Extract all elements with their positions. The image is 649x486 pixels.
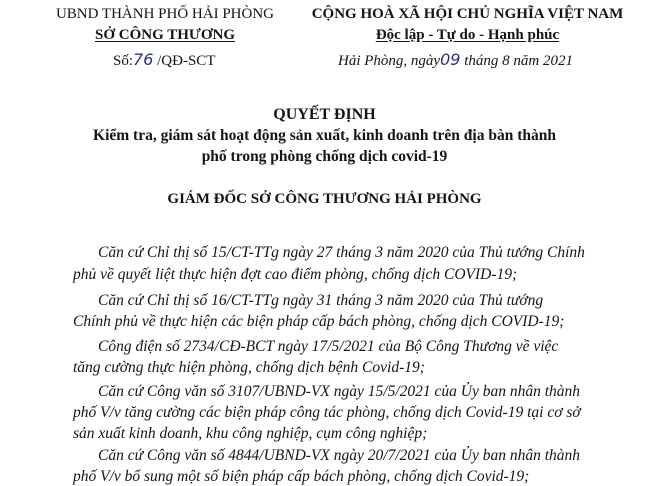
national-motto: Độc lập - Tự do - Hạnh phúc [375, 27, 560, 43]
subject-line-1: Kiểm tra, giám sát hoạt động sản xuất, kinh doanh trên địa bàn thành [93, 127, 556, 144]
document-number-suffix: /QĐ-SCT [157, 53, 216, 69]
paragraph-2-line-2: Chính phủ về thực hiện các biện pháp cấp bách phòng, chống dịch COVID-19; [73, 313, 565, 330]
paragraph-4-line-3: sản xuất kinh doanh, khu công nghiệp, cụm công nghiệp; [73, 425, 428, 442]
paragraph-4-line-1: Căn cứ Công văn số 3107/UBND-VX ngày 15/5/2021 của Ủy ban nhân thành [98, 383, 581, 400]
issue-date-prefix: Hải Phòng, ngày [338, 53, 441, 69]
department-name: SỞ CÔNG THƯƠNG [94, 27, 236, 43]
document-title: QUYẾT ĐỊNH [273, 106, 376, 123]
paragraph-5-line-2: phố V/v bổ sung một số biện pháp cấp bách phòng, chống dịch Covid-19; [73, 468, 530, 485]
paragraph-4-line-2: phố V/v tăng cường các biện pháp công tác phòng, chống dịch Covid-19 tại cơ sở [73, 404, 581, 421]
national-title: CỘNG HOÀ XÃ HỘI CHỦ NGHĨA VIỆT NAM [311, 6, 624, 22]
handwritten-day: 09 [440, 50, 461, 69]
issue-date-suffix: tháng 8 năm 2021 [464, 53, 573, 69]
paragraph-1-line-2: phủ về quyết liệt thực hiện đợt cao điểm phòng, chống dịch COVID-19; [73, 266, 518, 283]
handwritten-number: 76 [133, 50, 154, 69]
paragraph-2-line-1: Căn cứ Chỉ thị số 16/CT-TTg ngày 31 tháng 3 năm 2020 của Thủ tướng [98, 292, 544, 309]
paragraph-1-line-1: Căn cứ Chỉ thị số 15/CT-TTg ngày 27 tháng 3 năm 2020 của Thủ tướng Chính [98, 244, 585, 261]
paragraph-5-line-1: Căn cứ Công văn số 4844/UBND-VX ngày 20/7/2021 của Ủy ban nhân thành [98, 447, 581, 464]
document-number-prefix: Số: [113, 53, 134, 69]
issue-date [338, 50, 573, 70]
org-name: UBND THÀNH PHỐ HẢI PHÒNG [55, 6, 275, 22]
issuing-authority: GIÁM ĐỐC SỞ CÔNG THƯƠNG HẢI PHÒNG [167, 191, 482, 207]
paragraph-3-line-1: Công điện số 2734/CĐ-BCT ngày 17/5/2021 của Bộ Công Thương về việc [98, 338, 559, 355]
subject-line-2: phố trong phòng chống dịch covid-19 [201, 148, 448, 165]
paragraph-3-line-2: tăng cường thực hiện phòng, chống dịch bệnh Covid-19; [73, 359, 425, 376]
document-number [113, 50, 215, 70]
